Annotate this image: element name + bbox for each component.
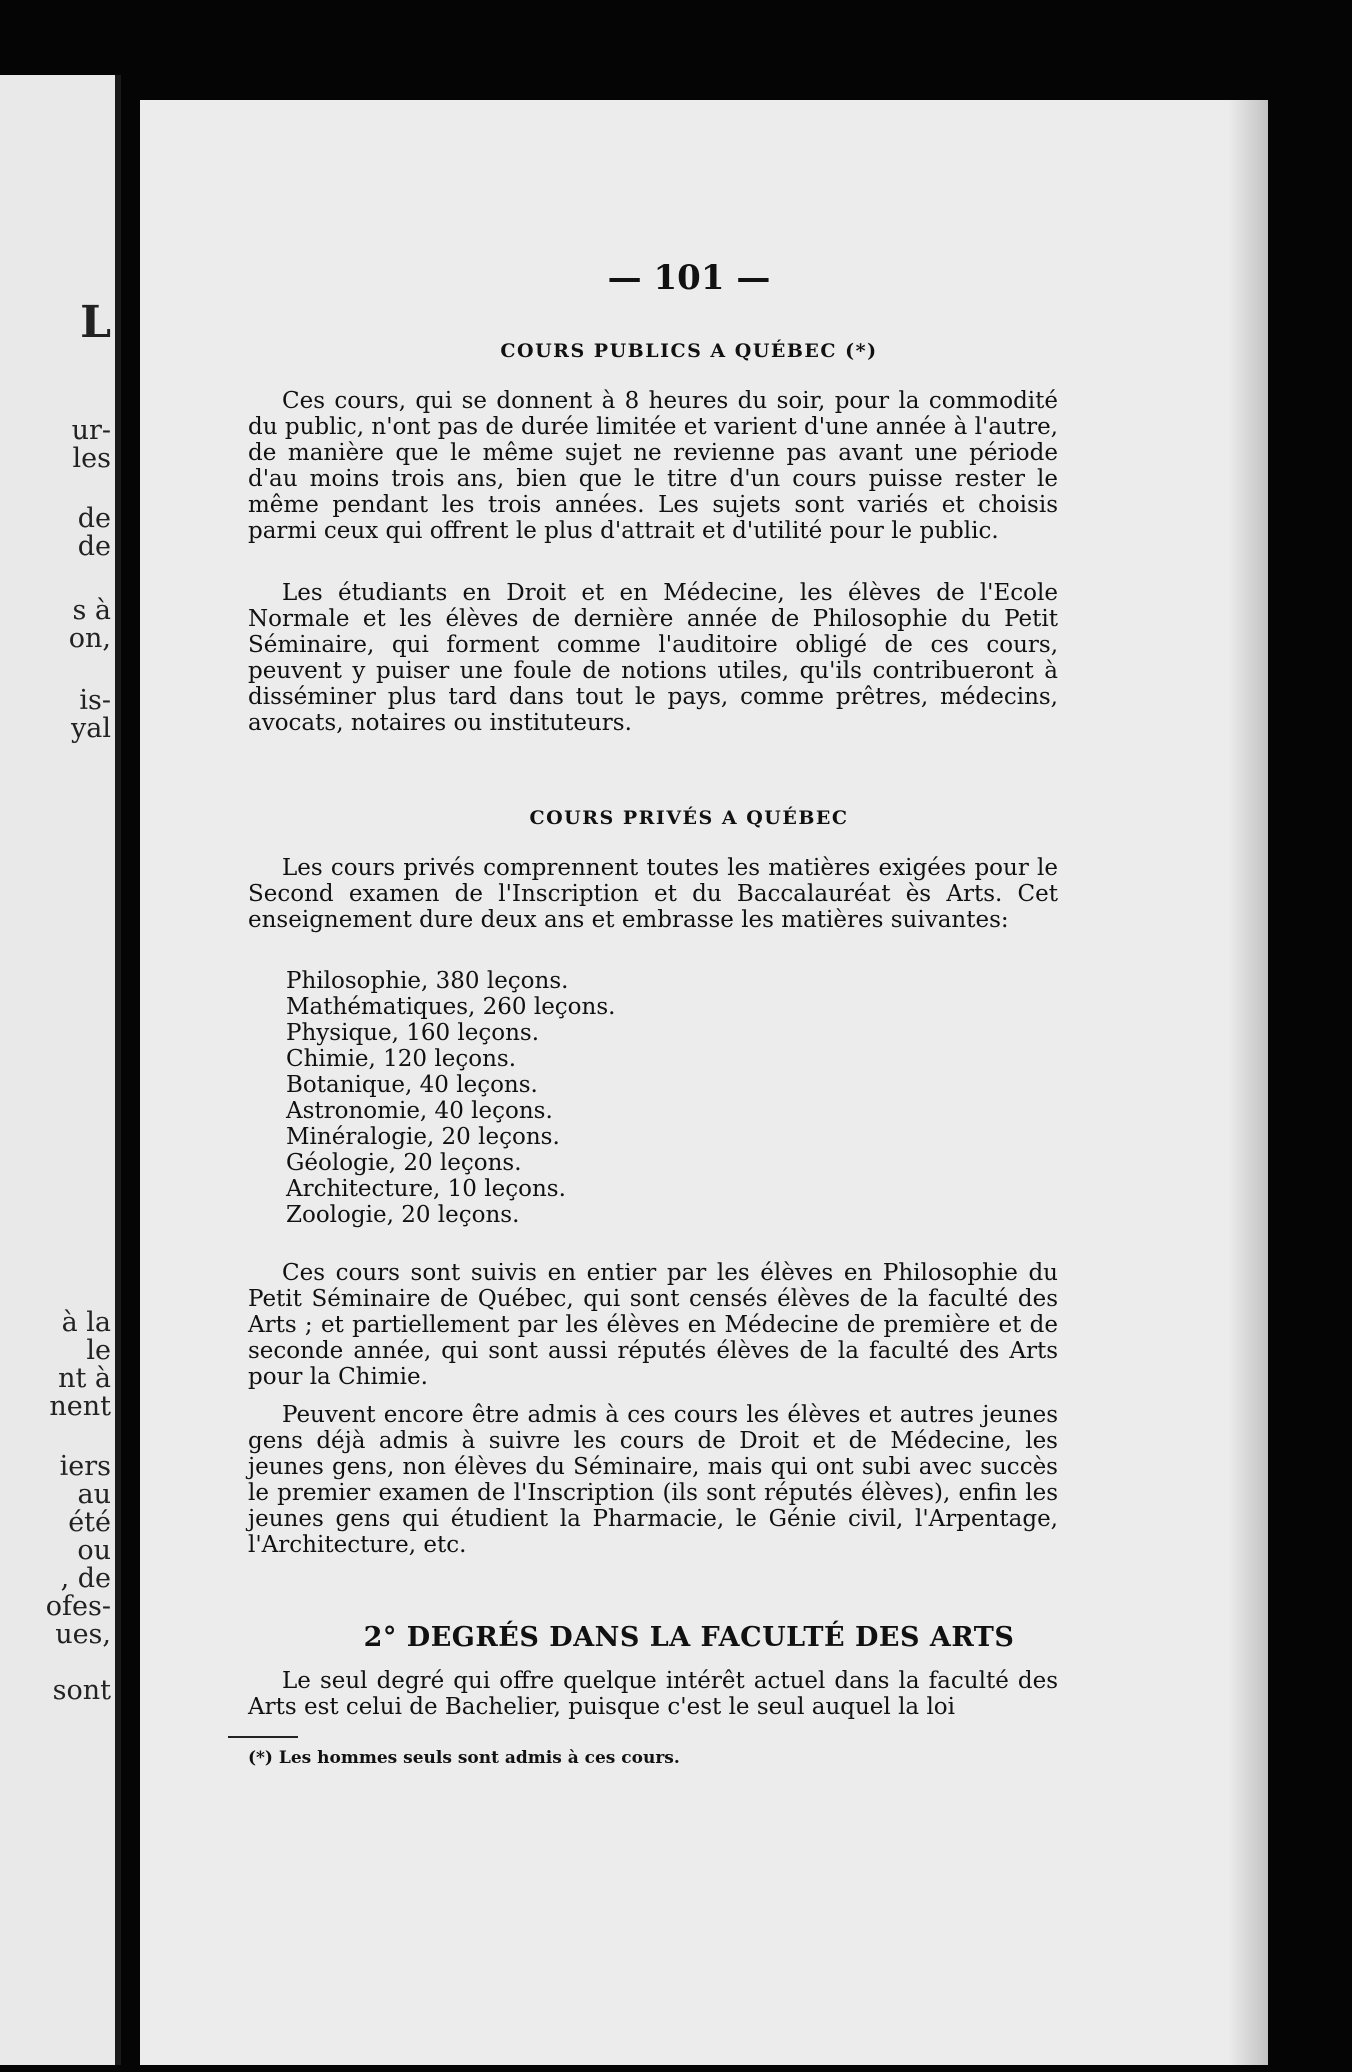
facing-page-fragment: au [77,1479,111,1510]
footnote: (*) Les hommes seuls sont admis à ces cours. [248,1748,680,1768]
facing-page-fragment: nent [49,1391,111,1422]
paragraph: Ces cours, qui se donnent à 8 heures du soir, pour la commodité du public, n'ont pas de durée limitée et varient d'une année à l'autre, de manière que le même sujet ne revienne pas avant une période d'au moins trois ans, bien que le titre d'un cours puisse rester le même pendant les trois années. Les sujets sont variés et choisis parmi ceux qui offrent le plus d'attrait et d'utilité pour le public. [248,388,1058,544]
facing-page-fragment: à la [61,1307,111,1338]
facing-page-fragment: ur- [71,415,111,446]
facing-page-fragment: , de [60,1563,111,1594]
facing-page-fragment: on, [68,623,111,654]
facing-page-fragment: nt à [58,1363,111,1394]
facing-page-fragment: de [77,503,111,534]
list-item: Chimie, 120 leçons. [286,1046,516,1072]
facing-page-fragment: sont [52,1675,111,1706]
page-shadow [1228,100,1268,2065]
paragraph: Peuvent encore être admis à ces cours les élèves et autres jeunes gens déjà admis à suivre les cours de Droit et de Médecine, les jeunes gens, non élèves du Séminaire, mais qui ont subi avec succès le premier examen de l'Inscription (ils sont réputés élèves), enfin les jeunes gens qui étudient la Pharmacie, le Génie civil, l'Arpentage, l'Architecture, etc. [248,1402,1058,1558]
facing-page-fragment: les [72,443,111,474]
section-heading-public-courses: COURS PUBLICS A QUÉBEC (*) [500,340,878,362]
facing-page-fragment: is- [79,685,111,716]
facing-page-strip [0,75,121,2065]
facing-page-fragment: L [80,297,111,348]
paragraph: Les étudiants en Droit et en Médecine, les élèves de l'Ecole Normale et les élèves de dernière année de Philosophie du Petit Séminaire, qui forment comme l'auditoire obligé de ces cours, peuvent y puiser une foule de notions utiles, qu'ils contribueront à disséminer plus tard dans tout le pays, comme prêtres, médecins, avocats, notaires ou instituteurs. [248,580,1058,736]
section-heading-private-courses: COURS PRIVÉS A QUÉBEC [529,807,849,829]
list-item: Philosophie, 380 leçons. [286,968,569,994]
facing-page-fragment: yal [71,713,111,744]
facing-page-fragment: ofes- [45,1591,111,1622]
list-item: Géologie, 20 leçons. [286,1150,522,1176]
facing-page-fragment: ues, [55,1619,111,1650]
book-page [140,100,1268,2065]
paragraph: Les cours privés comprennent toutes les matières exigées pour le Second examen de l'Inscription et du Baccalauréat ès Arts. Cet enseignement dure deux ans et embrasse les matières suivantes: [248,855,1058,933]
section-heading-degrees: 2° DEGRÉS DANS LA FACULTÉ DES ARTS [363,1622,1015,1653]
list-item: Botanique, 40 leçons. [286,1072,538,1098]
list-item: Astronomie, 40 leçons. [286,1098,553,1124]
facing-page-fragment: ou [77,1535,111,1566]
paragraph: Le seul degré qui offre quelque intérêt actuel dans la faculté des Arts est celui de Bachelier, puisque c'est le seul auquel la loi [248,1668,1058,1720]
list-item: Minéralogie, 20 leçons. [286,1124,560,1150]
facing-page-fragment: été [68,1507,111,1538]
paragraph: Ces cours sont suivis en entier par les élèves en Philosophie du Petit Séminaire de Québec, qui sont censés élèves de la faculté des Arts ; et partiellement par les élèves en Médecine de première et de seconde année, qui sont aussi réputés élèves de la faculté des Arts pour la Chimie. [248,1260,1058,1390]
facing-page-fragment: le [86,1335,111,1366]
facing-page-fragment: iers [59,1451,111,1482]
footnote-divider [228,1736,298,1738]
list-item: Zoologie, 20 leçons. [286,1202,520,1228]
course-list [286,968,615,1228]
list-item: Mathématiques, 260 leçons. [286,994,616,1020]
facing-page-fragment: de [77,531,111,562]
list-item: Architecture, 10 leçons. [286,1176,566,1202]
facing-page-fragment: s à [72,595,111,626]
list-item: Physique, 160 leçons. [286,1020,540,1046]
page-number: — 101 — [607,258,771,298]
